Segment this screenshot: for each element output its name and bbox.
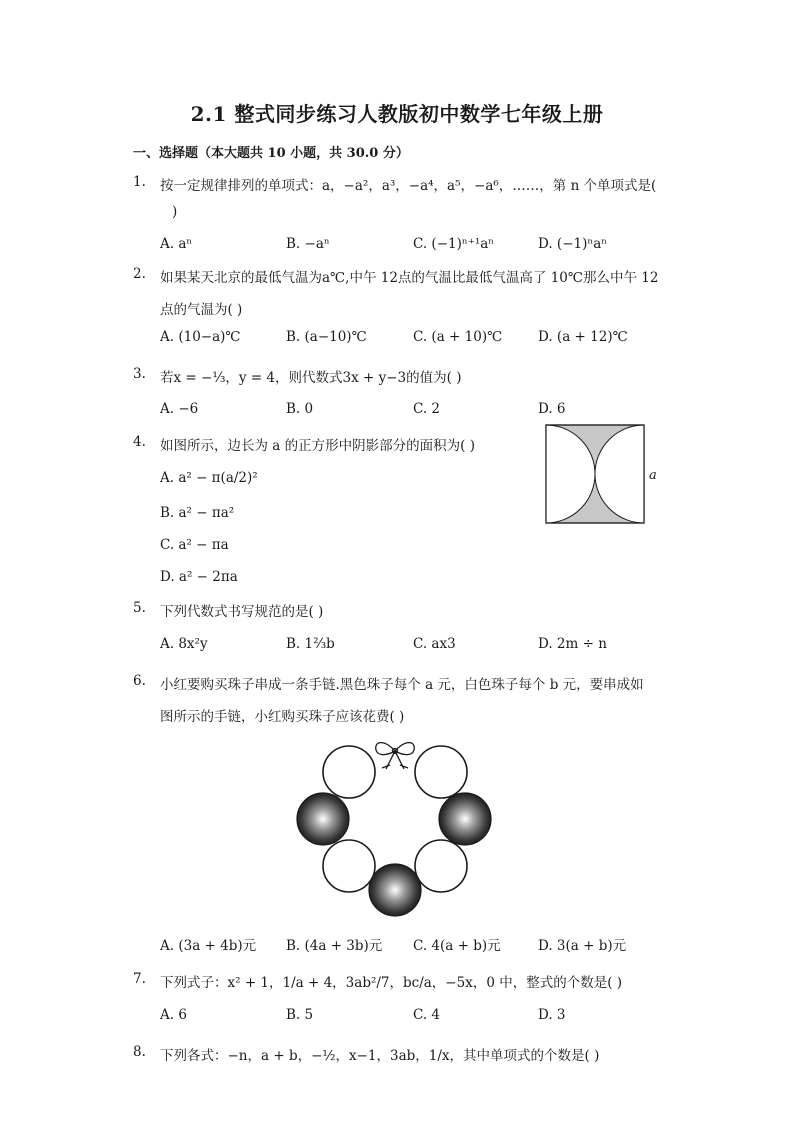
q3-number: 3. xyxy=(133,366,146,382)
q5-option-a[interactable]: A. 8x²y xyxy=(160,636,208,652)
white-bead-top-right xyxy=(415,746,467,798)
q1-text-cont: ) xyxy=(172,204,178,220)
q7-option-c[interactable]: C. 4 xyxy=(413,1007,441,1023)
black-bead-left xyxy=(297,793,349,845)
q6-text-cont: 图所示的手链，小红购买珠子应该花费( ) xyxy=(160,709,405,725)
q2-option-a[interactable]: A. (10−a)℃ xyxy=(160,329,241,345)
page-title: 2.1 整式同步练习人教版初中数学七年级上册 xyxy=(190,102,604,126)
q4-option-c[interactable]: C. a² − πa xyxy=(160,537,229,553)
q3-option-d[interactable]: D. 6 xyxy=(538,401,566,417)
q5-text: 下列代数式书写规范的是( ) xyxy=(160,604,324,620)
q5-option-b[interactable]: B. 1⅔b xyxy=(286,636,335,652)
q1-option-c[interactable]: C. (−1)ⁿ⁺¹aⁿ xyxy=(413,236,495,252)
q4-option-a[interactable]: A. a² − π(a/2)² xyxy=(160,470,258,486)
q1-option-b[interactable]: B. −aⁿ xyxy=(286,236,330,252)
q7-option-d[interactable]: D. 3 xyxy=(538,1007,566,1023)
q5-option-d[interactable]: D. 2m ÷ n xyxy=(538,636,607,652)
q4-number: 4. xyxy=(133,434,146,450)
q7-number: 7. xyxy=(133,971,146,987)
q2-number: 2. xyxy=(133,266,146,282)
q6-option-d[interactable]: D. 3(a + b)元 xyxy=(538,938,627,954)
q6-number: 6. xyxy=(133,673,146,689)
q6-option-a[interactable]: A. (3a + 4b)元 xyxy=(160,938,257,954)
q3-option-b[interactable]: B. 0 xyxy=(286,401,314,417)
white-bead-bottom-left xyxy=(323,840,375,892)
q2-text-cont: 点的气温为( ) xyxy=(160,302,243,318)
q3-option-c[interactable]: C. 2 xyxy=(413,401,441,417)
q5-number: 5. xyxy=(133,600,146,616)
q2-option-c[interactable]: C. (a + 10)℃ xyxy=(413,329,503,345)
q6-option-b[interactable]: B. (4a + 3b)元 xyxy=(286,938,383,954)
q8-text: 下列各式：−n，a + b，−½，x−1，3ab，1/x，其中单项式的个数是( ) xyxy=(160,1048,600,1064)
q4-option-b[interactable]: B. a² − πa² xyxy=(160,505,235,521)
q1-option-d[interactable]: D. (−1)ⁿaⁿ xyxy=(538,236,608,252)
q6-text: 小红要购买珠子串成一条手链.黑色珠子每个 a 元，白色珠子每个 b 元，要串成如 xyxy=(160,677,644,693)
q4-square-figure xyxy=(545,424,665,526)
q1-option-a[interactable]: A. aⁿ xyxy=(160,236,193,252)
q5-option-c[interactable]: C. ax3 xyxy=(413,636,456,652)
section-heading: 一、选择题（本大题共 10 小题，共 30.0 分） xyxy=(133,146,409,161)
q6-bracelet-figure xyxy=(290,735,500,925)
q1-number: 1. xyxy=(133,174,146,190)
q4-text: 如图所示，边长为 a 的正方形中阴影部分的面积为( ) xyxy=(160,438,475,454)
white-bead-bottom-right xyxy=(415,840,467,892)
bow-icon xyxy=(376,743,415,769)
q8-number: 8. xyxy=(133,1044,146,1060)
q6-option-c[interactable]: C. 4(a + b)元 xyxy=(413,938,501,954)
q1-text: 按一定规律排列的单项式：a，−a²，a³，−a⁴，a⁵，−a⁶，……，第 n 个单项式是( xyxy=(160,178,657,194)
q7-option-b[interactable]: B. 5 xyxy=(286,1007,314,1023)
black-bead-right xyxy=(439,793,491,845)
side-label: a xyxy=(649,468,657,483)
q4-option-d[interactable]: D. a² − 2πa xyxy=(160,569,238,585)
q7-text: 下列式子：x² + 1，1/a + 4，3ab²/7，bc/a，−5x，0 中，整式的个数是( ) xyxy=(160,975,623,991)
q3-text: 若x = −⅓，y = 4，则代数式3x + y−3的值为( ) xyxy=(160,370,462,386)
q2-text: 如果某天北京的最低气温为a℃,中午 12点的气温比最低气温高了 10℃那么中午 12 xyxy=(160,270,659,286)
q2-option-d[interactable]: D. (a + 12)℃ xyxy=(538,329,628,345)
black-bead-bottom xyxy=(369,864,421,916)
q3-option-a[interactable]: A. −6 xyxy=(160,401,199,417)
q7-option-a[interactable]: A. 6 xyxy=(160,1007,187,1023)
white-bead-top-left xyxy=(323,746,375,798)
q2-option-b[interactable]: B. (a−10)℃ xyxy=(286,329,367,345)
